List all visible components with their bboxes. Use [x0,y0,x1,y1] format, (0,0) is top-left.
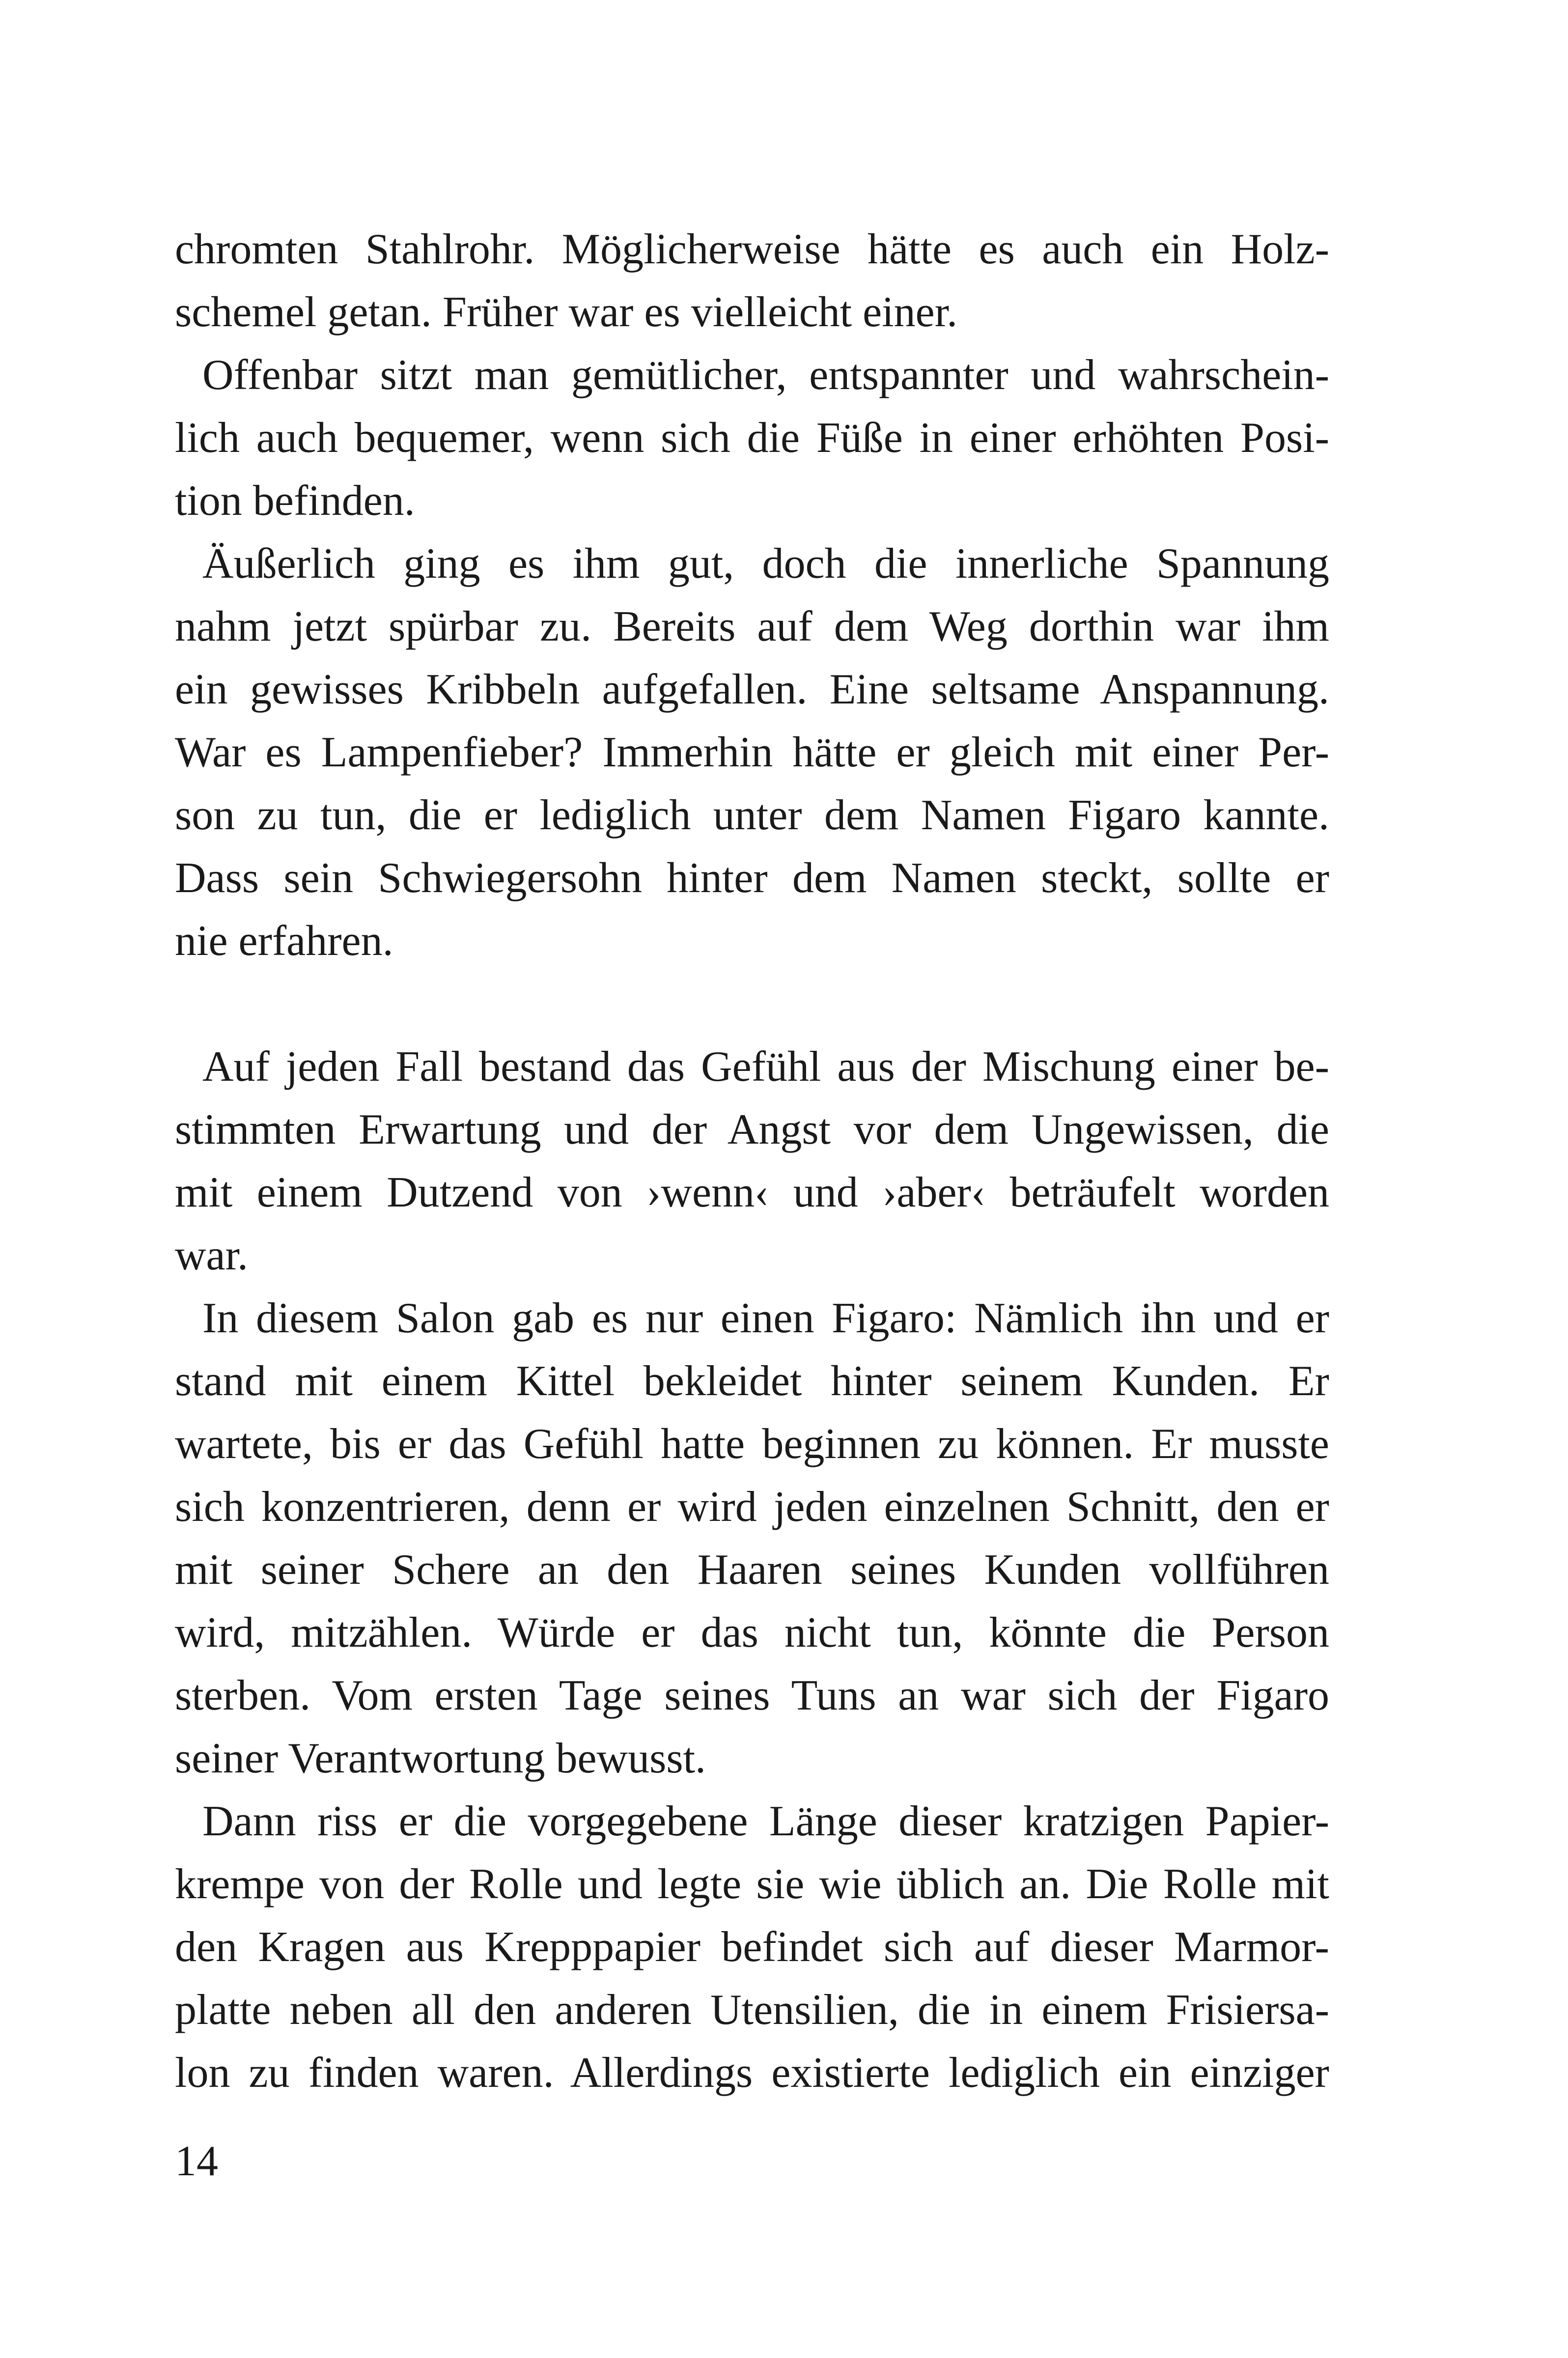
text-line: ein gewisses Kribbeln aufgefallen. Eine seltsame Anspannung. [175,666,1329,713]
text-line: mit seiner Schere an den Haaren seines Kunden vollführen [175,1546,1329,1594]
text-line: Dass sein Schwiegersohn hinter dem Namen steckt, sollte er [175,854,1329,902]
text-line: tion befinden. [175,477,415,525]
text-line: nie erfahren. [175,917,393,965]
text-line: sich konzentrieren, denn er wird jeden einzelnen Schnitt, den er [175,1483,1329,1531]
text-line: wartete, bis er das Gefühl hatte beginnen zu können. Er musste [175,1420,1329,1468]
text-line: Dann riss er die vorgegebene Länge dieser kratzigen Papier- [202,1797,1329,1845]
text-line: stand mit einem Kittel bekleidet hinter seinem Kunden. Er [175,1357,1329,1405]
text-line: lich auch bequemer, wenn sich die Füße in einer erhöhten Posi- [175,414,1329,462]
paragraph-2 [175,344,1329,533]
text-line: Auf jeden Fall bestand das Gefühl aus der Mischung einer be- [202,1043,1329,1091]
paragraph-6 [175,1790,1329,2105]
paragraph-4 [175,1036,1329,1287]
text-line: chromten Stahlrohr. Möglicherweise hätte es auch ein Holz- [175,225,1329,273]
section-break [175,973,1329,1036]
text-line: stimmten Erwartung und der Angst vor dem Ungewissen, die [175,1106,1329,1153]
text-line: seiner Verantwortung bewusst. [175,1735,706,1782]
text-line: In diesem Salon gab es nur einen Figaro: Nämlich ihn und er [202,1294,1329,1342]
text-line: platte neben all den anderen Utensilien, die in einem Frisiersa- [175,1986,1329,2034]
page-number: 14 [175,2137,218,2185]
paragraph-5 [175,1287,1329,1790]
text-line: Offenbar sitzt man gemütlicher, entspannter und wahrschein- [202,351,1329,399]
text-line: War es Lampenfieber? Immerhin hätte er gleich mit einer Per- [175,729,1329,776]
text-line: lon zu finden waren. Allerdings existierte lediglich ein einziger [175,2049,1329,2097]
text-line: mit einem Dutzend von ›wenn‹ und ›aber‹ beträufelt worden [175,1169,1329,1216]
paragraph-3 [175,533,1329,973]
text-line: son zu tun, die er lediglich unter dem Namen Figaro kannte. [175,791,1329,839]
text-line: nahm jetzt spürbar zu. Bereits auf dem Weg dorthin war ihm [175,603,1329,650]
paragraph-1 [175,218,1329,344]
text-line: schemel getan. Früher war es vielleicht einer. [175,288,958,336]
text-line: den Kragen aus Krepppapier befindet sich auf dieser Marmor- [175,1923,1329,1971]
text-line: war. [175,1232,249,1279]
body-text [175,218,1329,2105]
text-line: krempe von der Rolle und legte sie wie üblich an. Die Rolle mit [175,1860,1329,1908]
text-line: wird, mitzählen. Würde er das nicht tun, könnte die Person [175,1609,1329,1656]
text-line: sterben. Vom ersten Tage seines Tuns an war sich der Figaro [175,1672,1329,1719]
text-line: Äußerlich ging es ihm gut, doch die innerliche Spannung [202,540,1329,588]
